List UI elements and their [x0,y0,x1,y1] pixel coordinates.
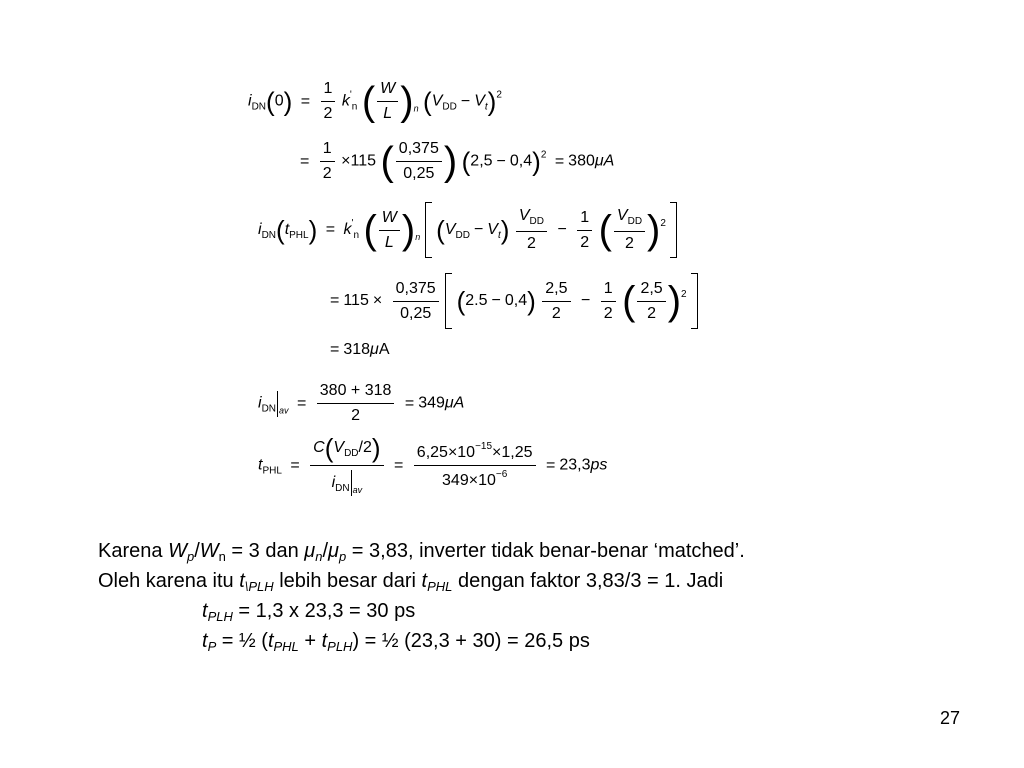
equals-sign: = [404,394,415,412]
paren: ) [371,433,381,463]
eq-unit: ps [590,456,608,474]
equals-sign: = [325,221,336,239]
text-segment: = 3 dan [225,540,305,562]
fraction-value-half [637,280,665,323]
paren: ( [436,215,445,245]
eq-subscript: DD [442,101,457,113]
equals-sign: = [545,456,556,474]
text-segment: / [322,540,329,562]
eq-symbol: V [444,221,456,239]
fraction-average [317,382,395,425]
eq-value: 2.5 [465,292,488,310]
fraction-denominator: 2 [647,304,657,322]
minus-sign: − [557,221,567,239]
fraction-numerator: W [380,80,396,97]
text-symbol: t [202,630,208,652]
eq-subscript: PHL [262,465,282,477]
equation-380 [296,140,614,183]
fraction-denominator: 0,25 [400,304,432,322]
text-segment: + [298,630,322,652]
text-segment: = ½ ( [216,630,268,652]
eq-result: 318 [343,341,371,358]
eq-subscript: DD [344,448,359,460]
eq-value: 2,5 [470,152,493,170]
text-subscript: PHL [427,579,453,594]
eq-symbol: V [333,439,345,457]
times-sign: × [468,472,479,489]
eq-result: 380 [568,152,595,170]
paren: ) [647,208,661,252]
fraction-denominator: 2 [551,304,561,322]
fraction-numeric [414,441,536,490]
eq-symbol: i [258,394,262,412]
eq-subscript: DN [261,230,277,242]
slash-sign: / [358,439,363,457]
fraction-half [577,209,592,252]
minus-sign: − [473,221,484,239]
text-subscript: p [186,549,195,564]
eq-symbol: t [284,221,290,239]
equals-sign: = [300,92,311,110]
text-segment: = 3,83, inverter tidak benar-benar ‘matched’. [346,540,745,562]
eq-value: 1,25 [501,444,533,461]
fraction-value-half [542,280,570,323]
equals-sign: = [330,292,340,310]
fraction-numerator: 1 [321,80,336,102]
text-symbol: μ [304,540,316,562]
fraction-denominator: L [383,105,393,122]
eq-unit: A [603,152,615,170]
paren: ) [401,208,416,252]
fraction-numerator: W [381,208,397,226]
fraction-numerator: 1 [577,209,592,231]
evaluation-bar [277,391,278,417]
paragraph-line-3 [202,601,415,623]
eq-subscript: n [415,232,421,243]
equals-sign: = [330,341,340,358]
fraction-half [601,280,616,323]
fraction-numerator: 2,5 [637,280,665,302]
eq-subscript: t [484,101,488,113]
eq-value: 0,4 [509,152,533,170]
fraction-denominator: 0,25 [403,165,435,182]
fraction-w-over-l [379,209,400,252]
eq-exponent: 2 [681,289,687,301]
paren: ( [380,139,394,184]
fraction-half [321,80,336,123]
minus-sign: − [580,292,591,310]
paren: ) [308,215,318,245]
paren: ) [527,286,536,316]
right-bracket [670,202,677,258]
minus-sign: − [496,152,506,170]
eq-exponent: −15 [475,441,493,452]
left-bracket [445,273,452,329]
minus-sign: − [491,292,501,310]
paragraph-line-1 [98,541,745,563]
minus-sign: − [460,92,471,110]
fraction-numerator: 2,5 [542,280,570,302]
paren: ) [487,86,497,117]
text-subscript: P [207,639,217,654]
eq-subscript: n [353,230,359,242]
eq-symbol: V [431,92,443,110]
text-subscript: n [218,549,226,564]
eq-subscript: n [413,103,419,114]
text-symbol: t [321,630,328,652]
text-symbol: W [199,540,219,562]
eq-symbol: V [487,221,498,239]
paren: ( [423,86,432,117]
times-sign: × [372,292,383,310]
text-subscript: \PLH [244,579,274,594]
eq-subscript: DN [261,403,277,415]
eq-subscript: DD [455,230,470,242]
fraction-half [320,140,335,183]
eq-argument: 0 [274,92,284,110]
eq-symbol: t [258,456,263,474]
equation-idn-average [258,382,464,425]
eq-subscript: DN [251,101,267,113]
eq-result: 349 [418,394,445,412]
eq-symbol: C [313,439,325,457]
fraction-denominator: 2 [526,235,536,252]
equals-sign: = [290,456,300,474]
eq-value: 10 [478,472,496,489]
eq-subscript: n [351,101,358,113]
fraction-numerator: 1 [601,280,616,302]
fraction-vdd-half [516,207,547,253]
equals-sign: = [554,152,565,170]
eq-exponent: 2 [660,218,666,230]
text-symbol: μ [328,540,340,562]
paren: ( [456,286,466,316]
text-segment: lebih besar dari [273,570,422,592]
equation-idn-tphl [258,202,677,258]
eq-prime: ' [351,218,354,230]
fraction-denominator: 2 [603,304,613,322]
fraction-ratio [396,140,442,183]
text-segment: dengan faktor 3,83/3 = 1. Jadi [452,570,724,592]
fraction-numerator: 1 [320,140,335,162]
paren: ( [266,86,275,117]
eq-subscript: DD [627,216,643,227]
eq-subscript: DD [529,216,544,227]
eq-subscript: av [279,405,289,416]
eq-value: 115 [350,152,377,170]
eq-value: 2 [362,439,372,457]
fraction-w-over-l [377,80,398,123]
eq-symbol: μ [370,341,379,358]
text-subscript: n [315,549,323,564]
text-segment: / [194,540,200,562]
equation-115-substitution [326,273,698,329]
paren: ( [622,279,636,323]
eq-exponent: 2 [540,149,547,161]
eq-subscript: DN [335,483,350,495]
fraction-denominator: 2 [625,235,634,252]
times-sign: × [492,444,502,461]
eq-symbol: μ [594,152,604,170]
eq-symbol: i [331,474,336,492]
eq-symbol: V [474,92,485,110]
paren: ) [283,86,293,117]
paren: ( [361,79,376,124]
text-subscript: PHL [273,639,299,654]
eq-symbol: i [248,92,252,110]
left-bracket [425,202,432,258]
paren: ) [500,215,510,245]
paren: ( [363,208,377,252]
paren: ) [532,146,541,177]
eq-subscript: PHL [289,230,309,242]
equation-318 [326,342,389,358]
eq-symbol: μ [444,394,454,412]
paren: ( [598,208,612,252]
eq-value: 6,25 [416,444,448,461]
eq-symbol: k [343,221,352,239]
text-symbol: t [239,570,245,592]
eq-exponent: 2 [496,89,502,101]
eq-subscript: t [497,230,501,242]
equals-sign: = [394,456,404,474]
fraction-numerator: 0,375 [396,140,442,162]
equation-idn0 [248,80,502,123]
paren: ) [667,279,682,323]
text-subscript: p [339,549,347,564]
equation-tphl [258,434,607,497]
right-bracket [691,273,698,329]
fraction-numerator: V [616,207,628,224]
fraction-c-vdd-over-idn [310,434,383,497]
text-symbol: t [267,630,274,652]
eq-unit: A [453,394,465,412]
fraction-denominator: 2 [351,407,361,424]
eq-symbol: k [341,92,350,110]
fraction-denominator: 2 [322,165,332,182]
fraction-numerator: V [518,207,530,224]
equals-sign: = [300,152,310,170]
paren: ) [443,139,458,184]
fraction-ratio [393,280,439,323]
times-sign: × [341,152,351,170]
text-segment: ) = ½ (23,3 + 30) = 26,5 ps [352,630,590,652]
eq-value: 0,4 [504,292,528,310]
eq-exponent: −6 [495,469,508,480]
fraction-denominator: L [384,233,394,251]
text-segment: Karena [98,540,169,562]
eq-subscript: av [352,485,363,496]
text-symbol: W [168,540,187,562]
eq-value: 349 [442,472,469,489]
eq-symbol: i [258,221,262,239]
text-subscript: PLH [207,609,233,624]
eq-unit: A [378,341,390,358]
fraction-vdd-half [614,207,645,253]
paragraph-line-4 [202,631,590,653]
fraction-denominator: 2 [580,233,590,251]
text-segment: = 1,3 x 23,3 = 30 ps [232,600,416,622]
page-number: 27 [940,708,961,728]
eq-prime: ' [349,89,352,101]
paren: ( [276,215,285,245]
text-subscript: PLH [327,639,353,654]
paren: ( [324,433,334,463]
fraction-numerator: 380 + 318 [317,382,395,404]
paren: ) [400,79,414,124]
eq-value: 10 [457,444,476,461]
equals-sign: = [296,394,307,412]
times-sign: × [447,444,458,461]
fraction-denominator: 2 [323,105,333,122]
eq-value: 115 [343,292,369,310]
paren: ( [461,146,471,177]
fraction-numerator: 0,375 [393,280,439,302]
evaluation-bar [351,470,352,496]
text-symbol: t [421,570,428,592]
paragraph-line-2 [98,571,723,593]
text-segment: Oleh karena itu [98,570,240,592]
eq-result: 23,3 [559,456,591,474]
text-symbol: t [202,600,208,622]
